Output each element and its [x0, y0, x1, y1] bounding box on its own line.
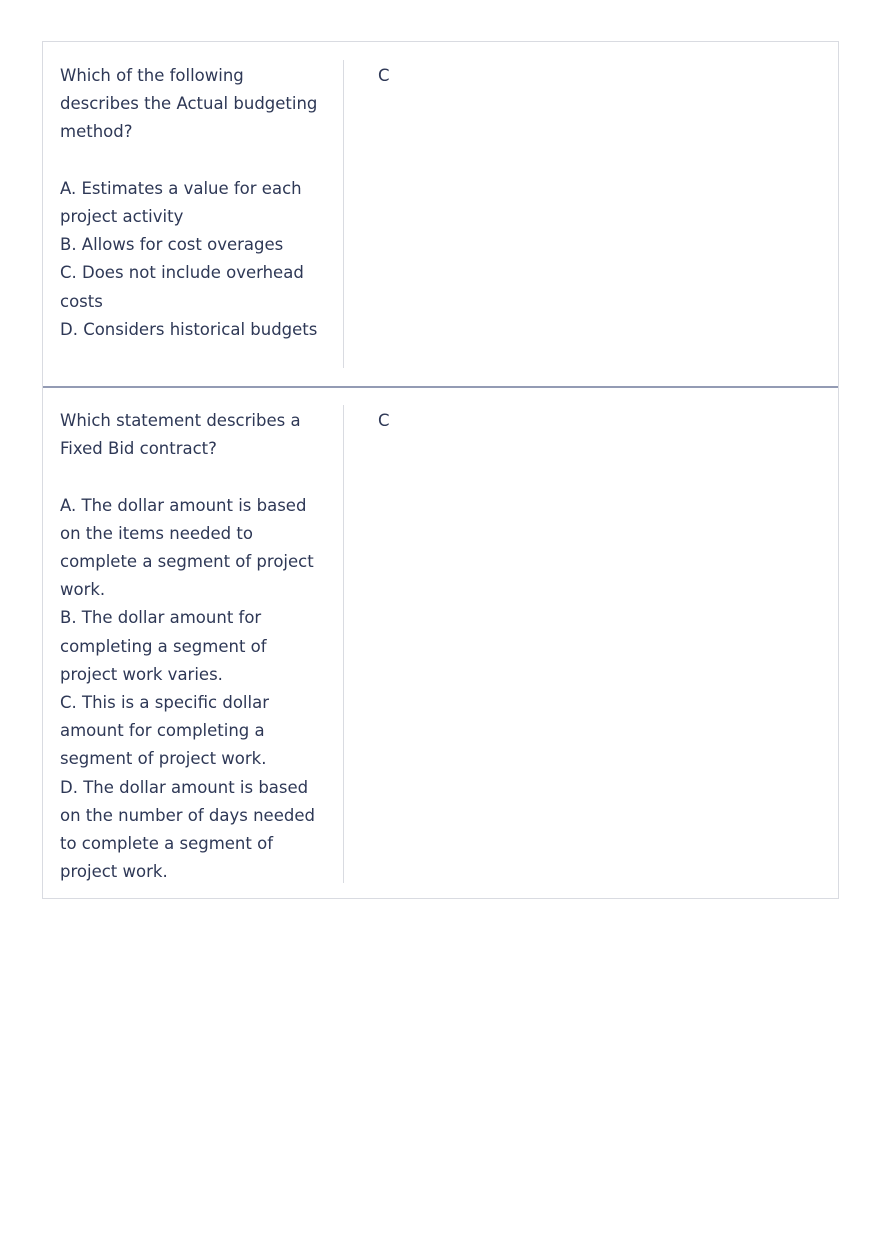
term-text-line: Which statement describes a — [60, 411, 301, 430]
option-b-text: B. The dollar amount for — [60, 608, 262, 628]
flashcard-row — [43, 42, 838, 386]
option-d-text: on the number of days needed — [60, 805, 315, 825]
option-d-text: to complete a segment of — [60, 834, 274, 854]
option-c-text: C. This is a specific dollar — [60, 693, 269, 713]
term-text-line: method? — [60, 122, 133, 142]
flashcard-row — [43, 386, 838, 898]
term-cell — [43, 388, 343, 898]
term-text-line: Which of the following — [60, 66, 244, 85]
option-a-text: A. Estimates a value for each — [60, 178, 302, 198]
term-text-line: describes the Actual budgeting — [60, 94, 318, 114]
option-c-text: C. Does not include overhead — [60, 263, 304, 283]
option-a-text: work. — [60, 580, 106, 600]
option-a-text: complete a segment of project — [60, 552, 314, 571]
answer-text: C — [378, 411, 390, 430]
option-d-text: D. The dollar amount is based — [60, 777, 309, 797]
option-d-text: D. Considers historical budgets — [60, 319, 318, 339]
option-a-text: on the items needed to — [60, 523, 253, 543]
blank-line — [60, 463, 343, 491]
option-d-text: project work. — [60, 862, 168, 882]
option-c-text: amount for completing a — [60, 721, 265, 741]
answer-text: C — [378, 66, 390, 85]
flashcard-table — [42, 41, 839, 899]
option-c-text: costs — [60, 291, 103, 311]
definition-cell — [344, 42, 838, 386]
option-b-text: completing a segment of — [60, 636, 267, 656]
option-a-text: A. The dollar amount is based — [60, 495, 307, 515]
option-b-text: B. Allows for cost overages — [60, 235, 284, 255]
definition-cell — [344, 388, 838, 898]
option-a-text: project activity — [60, 207, 184, 226]
term-text-line: Fixed Bid contract? — [60, 439, 217, 459]
option-b-text: project work varies. — [60, 664, 223, 684]
term-cell — [43, 42, 343, 386]
option-c-text: segment of project work. — [60, 749, 267, 769]
blank-line — [60, 147, 343, 175]
